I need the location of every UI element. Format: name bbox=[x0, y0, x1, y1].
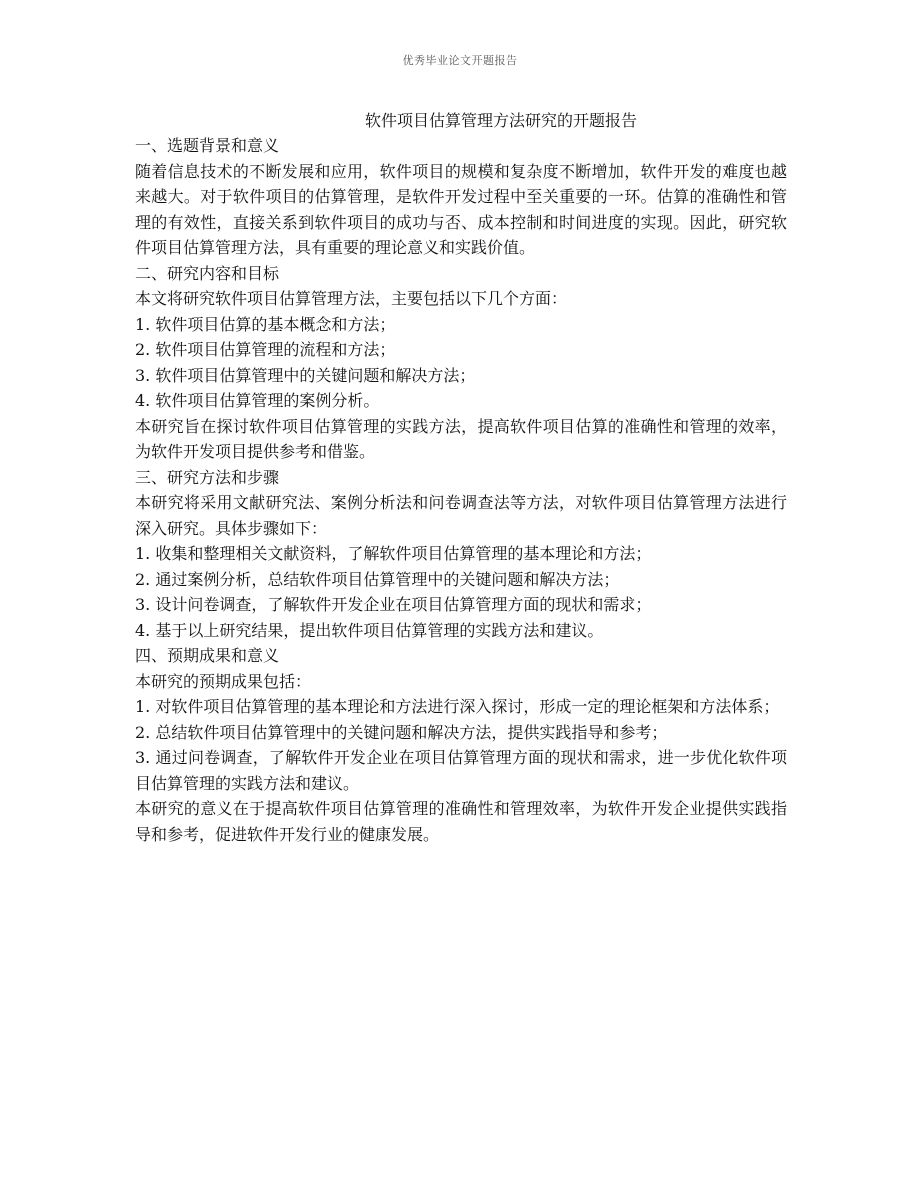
section-heading: 三、研究方法和步骤 bbox=[135, 467, 280, 487]
list-item: 3. 软件项目估算管理中的关键问题和解决方法； bbox=[135, 365, 476, 385]
list-item: 1. 对软件项目估算管理的基本理论和方法进行深入探讨，形成一定的理论框架和方法体系； bbox=[135, 697, 780, 716]
section-heading: 一、选题背景和意义 bbox=[135, 136, 280, 155]
list-item: 2. 总结软件项目估算管理中的关键问题和解决方法，提供实践指导和参考； bbox=[135, 722, 668, 742]
list-item: 3. 设计问卷调查，了解软件开发企业在项目估算管理方面的现状和需求； bbox=[135, 595, 652, 614]
list-item: 4. 软件项目估算管理的案例分析。 bbox=[135, 391, 380, 410]
paragraph: 本研究旨在探讨软件项目估算管理的实践方法，提高软件项目估算的准确性和管理的效率，为软件开发项目提供参考和借鉴。 bbox=[135, 416, 787, 461]
list-item: 1. 收集和整理相关文献资料，了解软件项目估算管理的基本理论和方法； bbox=[135, 544, 652, 563]
paragraph: 本研究的意义在于提高软件项目估算管理的准确性和管理效率，为软件开发企业提供实践指导和参考，促进软件开发行业的健康发展。 bbox=[135, 799, 787, 844]
paragraph: 本文将研究软件项目估算管理方法，主要包括以下几个方面： bbox=[135, 289, 568, 308]
document-body bbox=[135, 108, 787, 847]
paragraph: 本研究将采用文献研究法、案例分析法和问卷调查法等方法，对软件项目估算管理方法进行深入研究。具体步骤如下： bbox=[135, 493, 787, 538]
document-title: 软件项目估算管理方法研究的开题报告 bbox=[364, 111, 637, 130]
list-item: 3. 通过问卷调查，了解软件开发企业在项目估算管理方面的现状和需求，进一步优化软件项目估算管理的实践方法和建议。 bbox=[135, 748, 787, 793]
paragraph: 本研究的预期成果包括： bbox=[135, 671, 312, 691]
running-header: 优秀毕业论文开题报告 bbox=[402, 54, 518, 67]
list-item: 4. 基于以上研究结果，提出软件项目估算管理的实践方法和建议。 bbox=[135, 620, 604, 640]
section-heading: 二、研究内容和目标 bbox=[135, 263, 280, 283]
paragraph: 随着信息技术的不断发展和应用，软件项目的规模和复杂度不断增加，软件开发的难度也越来越大。对于软件项目的估算管理，是软件开发过程中至关重要的一环。估算的准确性和管理的有效性，直接关系到软件项目的成功与否、成本控制和时间进度的实现。因此，研究软件项目估算管理方法，具有重要的理论意义和实践价值。 bbox=[135, 161, 787, 257]
list-item: 2. 软件项目估算管理的流程和方法； bbox=[135, 340, 396, 359]
list-item: 1. 软件项目估算的基本概念和方法； bbox=[135, 314, 396, 334]
document-blocks bbox=[135, 133, 787, 847]
list-item: 2. 通过案例分析，总结软件项目估算管理中的关键问题和解决方法； bbox=[135, 569, 620, 589]
section-heading: 四、预期成果和意义 bbox=[135, 646, 280, 665]
